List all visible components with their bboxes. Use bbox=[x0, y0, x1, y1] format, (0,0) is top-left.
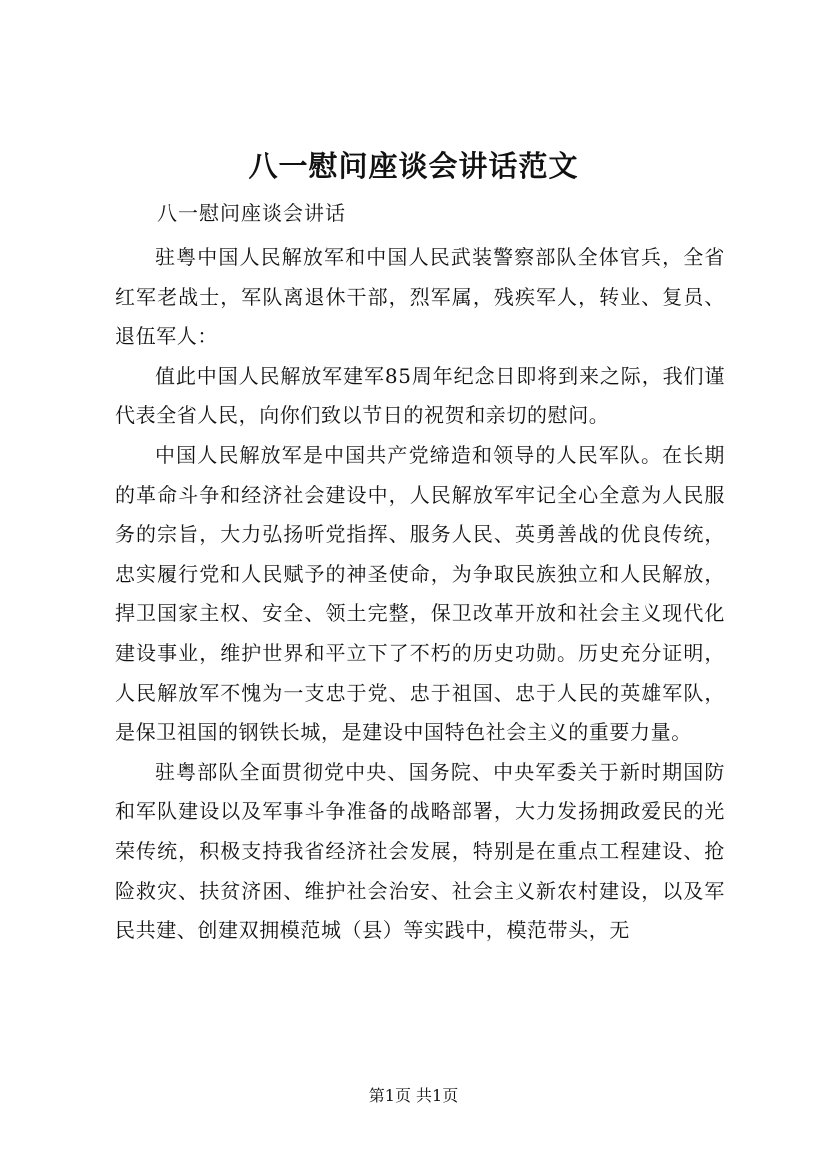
paragraph-greeting: 驻粤中国人民解放军和中国人民武装警察部队全体官兵，全省红军老战士，军队离退休干部，烈军属，残疾军人，转业、复员、退伍军人： bbox=[115, 245, 725, 349]
page-footer: 第1页 共1页 bbox=[368, 1086, 459, 1105]
document-title: 八一慰问座谈会讲话范文 bbox=[248, 149, 579, 183]
paragraph-pla-history: 中国人民解放军是中国共产党缔造和领导的人民军队。在长期的革命斗争和经济社会建设中，人民解放军牢记全心全意为人民服务的宗旨，大力弘扬听党指挥、服务人民、英勇善战的优良传统，忠实履行党和人民赋予的神圣使命，为争取民族独立和人民解放，捍卫国家主权、安全、领土完整，保卫改革开放和社会主义现代化建设事业，维护世界和平立下了不朽的历史功勋。历史充分证明，人民解放军不愧为一支忠于党、忠于祖国、忠于人民的英雄军队，是保卫祖国的钢铁长城，是建设中国特色社会主义的重要力量。 bbox=[115, 442, 725, 745]
document-body bbox=[115, 238, 725, 951]
paragraph-congratulation: 值此中国人民解放军建军85周年纪念日即将到来之际，我们谨代表全省人民，向你们致以节日的祝贺和亲切的慰问。 bbox=[115, 363, 725, 428]
document-subtitle: 八一慰问座谈会讲话 bbox=[157, 201, 346, 225]
paragraph-guangdong-troops: 驻粤部队全面贯彻党中央、国务院、中央军委关于新时期国防和军队建设以及军事斗争准备的战略部署，大力发扬拥政爱民的光荣传统，积极支持我省经济社会发展，特别是在重点工程建设、抢险救灾、扶贫济困、维护社会治安、社会主义新农村建设，以及军民共建、创建双拥模范城（县）等实践中，模范带头，无 bbox=[115, 759, 725, 943]
